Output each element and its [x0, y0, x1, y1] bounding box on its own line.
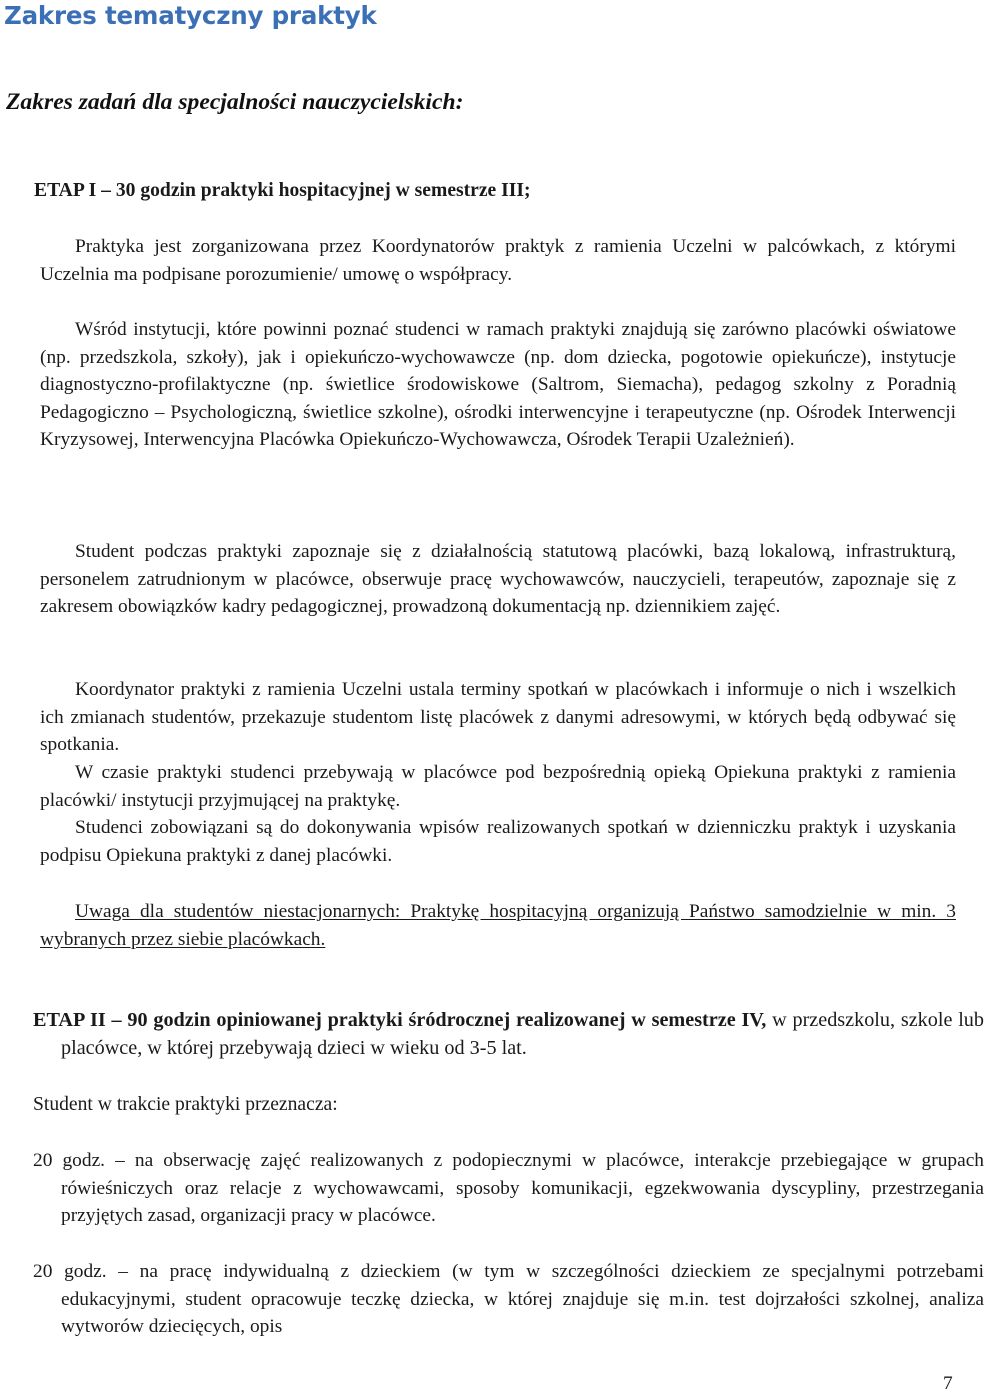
section-title: Zakres zadań dla specjalności nauczycielskich: [6, 89, 464, 115]
paragraph-organization: Praktyka jest zorganizowana przez Koordynatorów praktyk z ramienia Uczelni w palcówkach, z którymi Uczelnia ma podpisane porozumienie/ umowę o współpracy. [40, 236, 956, 285]
etap1-heading: ETAP I – 30 godzin praktyki hospitacyjnej w semestrze III; [34, 180, 531, 201]
etap2-heading-bold: ETAP II – 90 godzin opiniowanej praktyki śródrocznej realizowanej w semestrze IV, [33, 1009, 767, 1031]
paragraph-supervision: W czasie praktyki studenci przebywają w placówce pod bezpośrednią opieką Opiekuna praktyki z ramienia placówki/ instytucji przyjmującej na praktykę. [40, 762, 956, 811]
page-number: 7 [943, 1373, 953, 1394]
paragraph-coordinator: Koordynator praktyki z ramienia Uczelni ustala terminy spotkań w placówkach i informuje o nich i wszelkich ich zmianach studentów, przekazuje studentom listę placówek z danymi adresowymi, w których będą odbywać się spotkania. [40, 679, 956, 756]
paragraph-institutions: Wśród instytucji, które powinni poznać studenci w ramach praktyki znajdują się zarówno placówki oświatowe (np. przedszkola, szkoły), jak i opiekuńczo-wychowawcze (np. dom dziecka, pogotowie opiekuńcze), instytucje diagnostyczno-profilaktyczne (np. świetlice środowiskowe (Saltrom, Siemacha), pedagog szkolny z Poradnią Pedagogiczno – Psychologiczną, świetlice szkolne), ośrodki interwencyjne i terapeutyczne (np. Ośrodek Interwencji Kryzysowej, Interwencyjna Placówka Opiekuńczo-Wychowawcza, Ośrodek Terapii Uzależnień). [40, 319, 956, 451]
list-item: 20 godz. – na pracę indywidualną z dzieckiem (w tym w szczególności dzieckiem ze specjalnymi potrzebami edukacyjnymi, student opracowuje teczkę dziecka, w której znajduje się m.in. test dojrzałości szkolnej, analiza wytworów dziecięcych, opis [33, 1261, 984, 1338]
paragraph-student-tasks: Student podczas praktyki zapoznaje się z działalnością statutową placówki, bazą lokalową, infrastrukturą, personelem zatrudnionym w placówce, obserwuje pracę wychowawców, nauczycieli, terapeutów, zapoznaje się z zakresem obowiązków kadry pedagogicznej, prowadzoną dokumentacją np. dziennikiem zajęć. [40, 541, 956, 618]
list-item: 20 godz. – na obserwację zajęć realizowanych z podopiecznymi w placówce, interakcje przebiegające w grupach rówieśniczych oraz relacje z wychowawcami, sposoby komunikacji, egzekwowania dyscypliny, przestrzegania przyjętych zasad, organizacji pracy w placówce. [33, 1150, 984, 1227]
etap2-lead: Student w trakcie praktyki przeznacza: [33, 1094, 338, 1115]
etap2-heading-rest: w przedszkolu, szkole lub placówce, w której przebywają dzieci w wieku od 3-5 lat. [61, 1009, 984, 1059]
etap2-heading [33, 1007, 984, 1062]
paragraph-diary: Studenci zobowiązani są do dokonywania wpisów realizowanych spotkań w dzienniczku praktyk i uzyskania podpisu Opiekuna praktyki z danej placówki. [40, 817, 956, 866]
page-title: Zakres tematyczny praktyk [4, 1, 377, 30]
note-part-time-students: Uwaga dla studentów niestacjonarnych: Praktykę hospitacyjną organizują Państwo samodzielnie w min. 3 wybranych przez siebie placówkach. [40, 901, 956, 950]
